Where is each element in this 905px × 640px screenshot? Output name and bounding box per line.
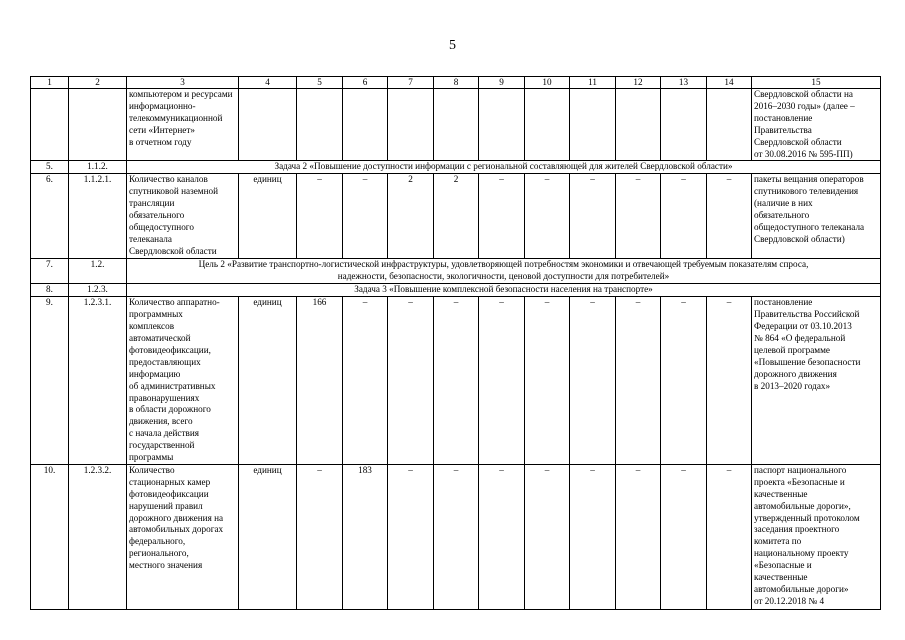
value-cell: – bbox=[616, 297, 661, 465]
column-header: 9 bbox=[479, 77, 525, 89]
value-cell: – bbox=[570, 297, 616, 465]
column-header: 4 bbox=[239, 77, 297, 89]
value-cell bbox=[661, 89, 707, 161]
source-cell: Свердловской области на 2016–2030 годы» (далее – постановление Правительства Свердловской области от 30.08.2016 № 595-ПП) bbox=[752, 89, 881, 161]
unit-cell: единиц bbox=[239, 297, 297, 465]
section-row bbox=[31, 259, 881, 284]
source-cell: постановление Правительства Российской Федерации от 03.10.2013 № 864 «О федеральной целевой программе «Повышение безопасности дорожного движения в 2013–2020 годах» bbox=[752, 297, 881, 465]
source-cell: паспорт национального проекта «Безопасные и качественные автомобильные дороги», утвержденный протоколом заседания проектного комитета по национальному проекту «Безопасные и качественные автомобильные дороги» от 20.12.2018 № 4 bbox=[752, 464, 881, 609]
value-cell: – bbox=[525, 174, 570, 259]
unit-cell: единиц bbox=[239, 174, 297, 259]
value-cell: 166 bbox=[297, 297, 343, 465]
indicator-cell: Количество каналов спутниковой наземной трансляции обязательного общедоступного телеканала Свердловской области bbox=[127, 174, 239, 259]
column-header: 10 bbox=[525, 77, 570, 89]
value-cell: – bbox=[479, 297, 525, 465]
row-number-cell: 6. bbox=[31, 174, 69, 259]
indicators-table bbox=[30, 76, 881, 610]
value-cell bbox=[570, 89, 616, 161]
row-number-cell: 9. bbox=[31, 297, 69, 465]
value-cell: – bbox=[707, 297, 752, 465]
indicator-cell: Количество стационарных камер фотовидеофиксации нарушений правил дорожного движения на автомобильных дорогах федерального, регионального, местного значения bbox=[127, 464, 239, 609]
unit-cell bbox=[239, 89, 297, 161]
column-header: 11 bbox=[570, 77, 616, 89]
code-cell: 1.2.3. bbox=[69, 284, 127, 297]
value-cell bbox=[434, 89, 479, 161]
value-cell bbox=[388, 89, 434, 161]
code-cell: 1.2.3.1. bbox=[69, 297, 127, 465]
value-cell: 2 bbox=[388, 174, 434, 259]
row-number-cell: 5. bbox=[31, 161, 69, 174]
value-cell bbox=[343, 89, 388, 161]
section-title-cell: Задача 2 «Повышение доступности информации с региональной составляющей для жителей Свердловской области» bbox=[127, 161, 881, 174]
value-cell: – bbox=[661, 464, 707, 609]
value-cell: – bbox=[434, 464, 479, 609]
table-row bbox=[31, 297, 881, 465]
value-cell: – bbox=[434, 297, 479, 465]
value-cell: – bbox=[616, 464, 661, 609]
value-cell: – bbox=[525, 297, 570, 465]
value-cell: – bbox=[570, 174, 616, 259]
column-header: 5 bbox=[297, 77, 343, 89]
table-row bbox=[31, 89, 881, 161]
column-header: 3 bbox=[127, 77, 239, 89]
value-cell: – bbox=[388, 464, 434, 609]
column-header: 15 bbox=[752, 77, 881, 89]
column-header: 7 bbox=[388, 77, 434, 89]
column-header: 13 bbox=[661, 77, 707, 89]
source-cell: пакеты вещания операторов спутникового телевидения (наличие в них обязательного общедоступного телеканала Свердловской области) bbox=[752, 174, 881, 259]
value-cell: – bbox=[570, 464, 616, 609]
header-row bbox=[31, 77, 881, 89]
code-cell: 1.2.3.2. bbox=[69, 464, 127, 609]
value-cell: – bbox=[661, 174, 707, 259]
value-cell: – bbox=[707, 174, 752, 259]
page-number: 5 bbox=[449, 38, 456, 53]
code-cell: 1.1.2.1. bbox=[69, 174, 127, 259]
value-cell bbox=[479, 89, 525, 161]
code-cell bbox=[69, 89, 127, 161]
value-cell bbox=[297, 89, 343, 161]
value-cell: – bbox=[343, 297, 388, 465]
value-cell bbox=[707, 89, 752, 161]
table-row bbox=[31, 174, 881, 259]
value-cell: – bbox=[297, 464, 343, 609]
value-cell bbox=[525, 89, 570, 161]
value-cell: – bbox=[616, 174, 661, 259]
code-cell: 1.2. bbox=[69, 259, 127, 284]
column-header: 14 bbox=[707, 77, 752, 89]
value-cell: – bbox=[661, 297, 707, 465]
row-number-cell: 10. bbox=[31, 464, 69, 609]
value-cell: – bbox=[707, 464, 752, 609]
indicator-cell: Количество аппаратно- программных комплексов автоматической фотовидеофиксации, предоставляющих информацию об административных правонарушениях в области дорожного движения, всего с начала действия государственной программы bbox=[127, 297, 239, 465]
value-cell: – bbox=[479, 174, 525, 259]
value-cell: – bbox=[343, 174, 388, 259]
column-header: 1 bbox=[31, 77, 69, 89]
section-row bbox=[31, 161, 881, 174]
value-cell: – bbox=[525, 464, 570, 609]
unit-cell: единиц bbox=[239, 464, 297, 609]
section-title-cell: Задача 3 «Повышение комплексной безопасности населения на транспорте» bbox=[127, 284, 881, 297]
row-number-cell: 7. bbox=[31, 259, 69, 284]
section-row bbox=[31, 284, 881, 297]
column-header: 6 bbox=[343, 77, 388, 89]
value-cell: 2 bbox=[434, 174, 479, 259]
column-header: 8 bbox=[434, 77, 479, 89]
value-cell bbox=[616, 89, 661, 161]
indicator-cell: компьютером и ресурсами информационно- телекоммуникационной сети «Интернет» в отчетном году bbox=[127, 89, 239, 161]
code-cell: 1.1.2. bbox=[69, 161, 127, 174]
column-header: 12 bbox=[616, 77, 661, 89]
section-title-cell: Цель 2 «Развитие транспортно-логистической инфраструктуры, удовлетворяющей потребностям экономики и отвечающей требуемым показателям спроса, надежности, безопасности, экологичности, ценовой доступности для потребителей» bbox=[127, 259, 881, 284]
row-number-cell: 8. bbox=[31, 284, 69, 297]
table-row bbox=[31, 464, 881, 609]
value-cell: – bbox=[388, 297, 434, 465]
column-header: 2 bbox=[69, 77, 127, 89]
value-cell: – bbox=[297, 174, 343, 259]
row-number-cell bbox=[31, 89, 69, 161]
value-cell: – bbox=[479, 464, 525, 609]
value-cell: 183 bbox=[343, 464, 388, 609]
